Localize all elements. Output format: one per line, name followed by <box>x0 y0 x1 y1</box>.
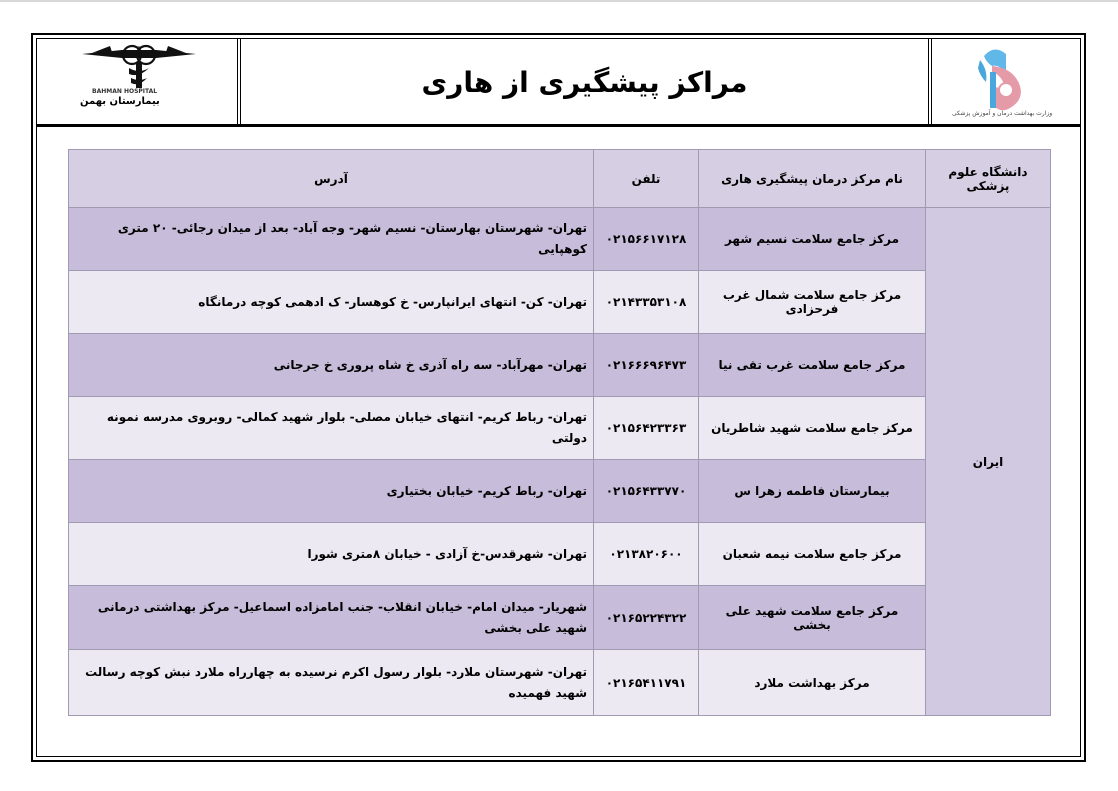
rabies-centers-table <box>68 149 1051 716</box>
phone-cell: ۰۲۱۵۶۴۳۳۷۷۰ <box>594 460 699 523</box>
center-name-cell: مرکز بهداشت ملارد <box>699 650 926 716</box>
phone-cell: ۰۲۱۴۳۳۵۳۱۰۸ <box>594 271 699 334</box>
header-university: دانشگاه علوم پزشکی <box>926 150 1051 208</box>
table-row <box>69 334 1051 397</box>
address-cell: شهریار- میدان امام- خیابان انقلاب- جنب امامزاده اسماعیل- مرکز بهداشتی درمانی شهید علی بخشی <box>69 586 594 650</box>
table-row <box>69 397 1051 460</box>
header-phone: تلفن <box>594 150 699 208</box>
header-divider <box>36 124 1081 127</box>
phone-cell: ۰۲۱۵۶۴۲۳۳۶۳ <box>594 397 699 460</box>
hospital-english-name: BAHMAN HOSPITAL <box>92 88 158 95</box>
center-name-cell: مرکز جامع سلامت غرب تقی نیا <box>699 334 926 397</box>
center-name-cell: مرکز جامع سلامت شهید شاطریان <box>699 397 926 460</box>
phone-cell: ۰۲۱۳۸۲۰۶۰۰ <box>594 523 699 586</box>
table-row <box>69 208 1051 271</box>
center-name-cell: مرکز جامع سلامت نسیم شهر <box>699 208 926 271</box>
address-cell: تهران- شهرستان بهارستان- نسیم شهر- وجه آباد- بعد از میدان رجائی- ۲۰ متری کوهپایی <box>69 208 594 271</box>
phone-cell: ۰۲۱۶۵۴۱۱۷۹۱ <box>594 650 699 716</box>
header-divider-right <box>928 38 932 126</box>
table-row <box>69 460 1051 523</box>
address-cell: تهران- رباط کریم- خیابان بختیاری <box>69 460 594 523</box>
address-cell: تهران- کن- انتهای ایرانپارس- خ کوهسار- ک ادهمی کوچه درمانگاه <box>69 271 594 334</box>
address-cell: تهران- شهرقدس-خ آزادی - خیابان ۸متری شورا <box>69 523 594 586</box>
center-name-cell: مرکز جامع سلامت نیمه شعبان <box>699 523 926 586</box>
top-edge-line <box>0 0 1118 2</box>
address-cell: تهران- رباط کریم- انتهای خیابان مصلی- بلوار شهید کمالی- روبروی مدرسه نمونه دولتی <box>69 397 594 460</box>
ministry-caption: وزارت بهداشت درمان و آموزش پزشکی <box>952 110 1053 117</box>
university-cell: ایران <box>926 208 1051 716</box>
address-cell: تهران- مهرآباد- سه راه آذری خ شاه پروری خ جرجانی <box>69 334 594 397</box>
table-row <box>69 271 1051 334</box>
ministry-of-health-logo-icon <box>940 42 1074 120</box>
phone-cell: ۰۲۱۶۵۲۲۴۳۲۲ <box>594 586 699 650</box>
center-name-cell: مرکز جامع سلامت شهید علی بخشی <box>699 586 926 650</box>
center-name-cell: مرکز جامع سلامت شمال غرب فرحزادی <box>699 271 926 334</box>
table-header-row <box>69 150 1051 208</box>
table-row <box>69 523 1051 586</box>
header-address: آدرس <box>69 150 594 208</box>
address-cell: تهران- شهرستان ملارد- بلوار رسول اکرم نرسیده به چهارراه ملارد نبش کوچه رسالت شهید فهمیده <box>69 650 594 716</box>
svg-text:B: B <box>136 46 142 53</box>
phone-cell: ۰۲۱۶۶۶۹۶۴۷۳ <box>594 334 699 397</box>
center-name-cell: بیمارستان فاطمه زهرا س <box>699 460 926 523</box>
hospital-persian-name: بیمارستان بهمن <box>80 96 160 107</box>
header-center-name: نام مرکز درمان پیشگیری هاری <box>699 150 926 208</box>
page-title: مراکز پیشگیری از هاری <box>421 65 748 99</box>
table-row <box>69 650 1051 716</box>
table-row <box>69 586 1051 650</box>
phone-cell: ۰۲۱۵۶۶۱۷۱۲۸ <box>594 208 699 271</box>
